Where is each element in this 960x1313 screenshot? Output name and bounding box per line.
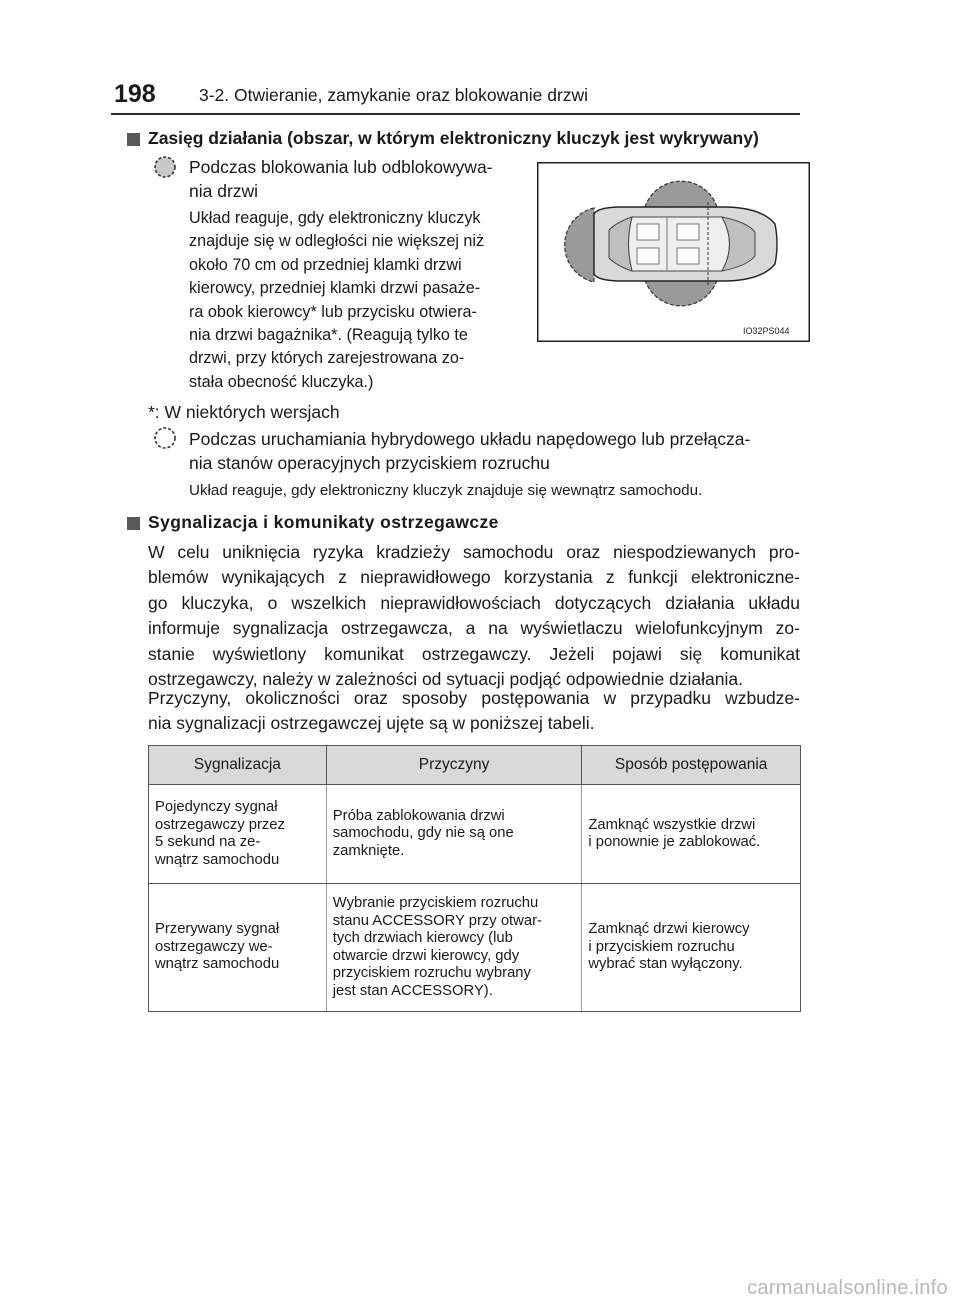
table-cell-action: Zamknąć wszystkie drzwi i ponownie je zablokować. (582, 785, 801, 884)
table-header-action: Sposób postępowania (582, 746, 801, 785)
table-cell-signal: Pojedynczy sygnał ostrzegawczy przez 5 sekund na ze- wnątrz samochodu (149, 785, 327, 884)
range-section-title: Zasięg działania (obszar, w którym elektroniczny kluczyk jest wykrywany) (148, 128, 759, 148)
warning-paragraph-2: Przyczyny, okoliczności oraz sposoby postępowania w przypadku wzbudze- nia sygnalizacji ostrzegawczej ujęte są w poniższej tabeli. (148, 688, 800, 734)
section-header-title: 3-2. Otwieranie, zamykanie oraz blokowanie drzwi (199, 85, 589, 105)
section-bullet-icon (127, 517, 140, 530)
watermark: carmanualsonline.info (747, 1277, 948, 1299)
item1-heading: Podczas blokowania lub odblokowywa- nia drzwi (189, 157, 493, 201)
table-cell-signal: Przerywany sygnał ostrzegawczy we- wnątrz samochodu (149, 884, 327, 1012)
table-row (149, 884, 801, 1012)
item2-heading: Podczas uruchamiania hybrydowego układu napędowego lub przełącza- nia stanów operacyjnych przyciskiem rozruchu (189, 429, 751, 473)
table-cell-cause: Wybranie przyciskiem rozruchu stanu ACCESSORY przy otwar- tych drzwiach kierowcy (lub otwarcie drzwi kierowcy, gdy przyciskiem rozruchu wybrany jest stan ACCESSORY). (326, 884, 582, 1012)
item2-body: Układ reaguje, gdy elektroniczny kluczyk znajduje się wewnątrz samochodu. (189, 482, 703, 499)
warning-section-title: Sygnalizacja i komunikaty ostrzegawcze (148, 512, 499, 532)
table-row (149, 785, 801, 884)
warning-table (148, 745, 801, 1012)
table-header-cause: Przyczyny (326, 746, 582, 785)
item1-body: Układ reaguje, gdy elektroniczny kluczyk znajduje się w odległości nie większej niż około 70 cm od przedniej klamki drzwi kierowcy, przedniej klamki drzwi pasaże- ra obok kierowcy* lub przycisku otwiera- nia drzwi bagażnika*. (Reagują tylko te drzwi, przy których zarejestrowana zo- stała obecność kluczyka.) (189, 209, 485, 391)
detection-range-diagram (537, 162, 810, 342)
table-cell-cause: Próba zablokowania drzwi samochodu, gdy nie są one zamknięte. (326, 785, 582, 884)
table-header-row (149, 746, 801, 785)
header-rule (111, 113, 800, 115)
footnote: *: W niektórych wersjach (148, 402, 340, 422)
dashed-circle-outline-icon (153, 426, 177, 450)
page-number: 198 (114, 80, 156, 108)
dashed-circle-icon (153, 155, 177, 179)
table-header-signal: Sygnalizacja (149, 746, 327, 785)
car-top-view (594, 202, 777, 286)
table-cell-action: Zamknąć drzwi kierowcy i przyciskiem rozruchu wybrać stan wyłączony. (582, 884, 801, 1012)
warning-paragraph-1: W celu uniknięcia ryzyka kradzieży samochodu oraz niespodziewanych pro- blemów wynikających z nieprawidłowego korzystania z funkcji elektroniczne- go kluczyka, o wszelkich nieprawidłowościach dotyczących działania układu informuje sygnalizacja ostrzegawcza, a na wyświetlaczu wielofunkcyjnym zo- stanie wyświetlony komunikat ostrzegawczy. Jeżeli pojawi się komunikat ostrzegawczy, należy w zależności od sytuacji podjąć odpowiednie działania. (148, 542, 800, 690)
diagram-code: IO32PS044 (743, 326, 790, 336)
section-bullet-icon (127, 133, 140, 146)
